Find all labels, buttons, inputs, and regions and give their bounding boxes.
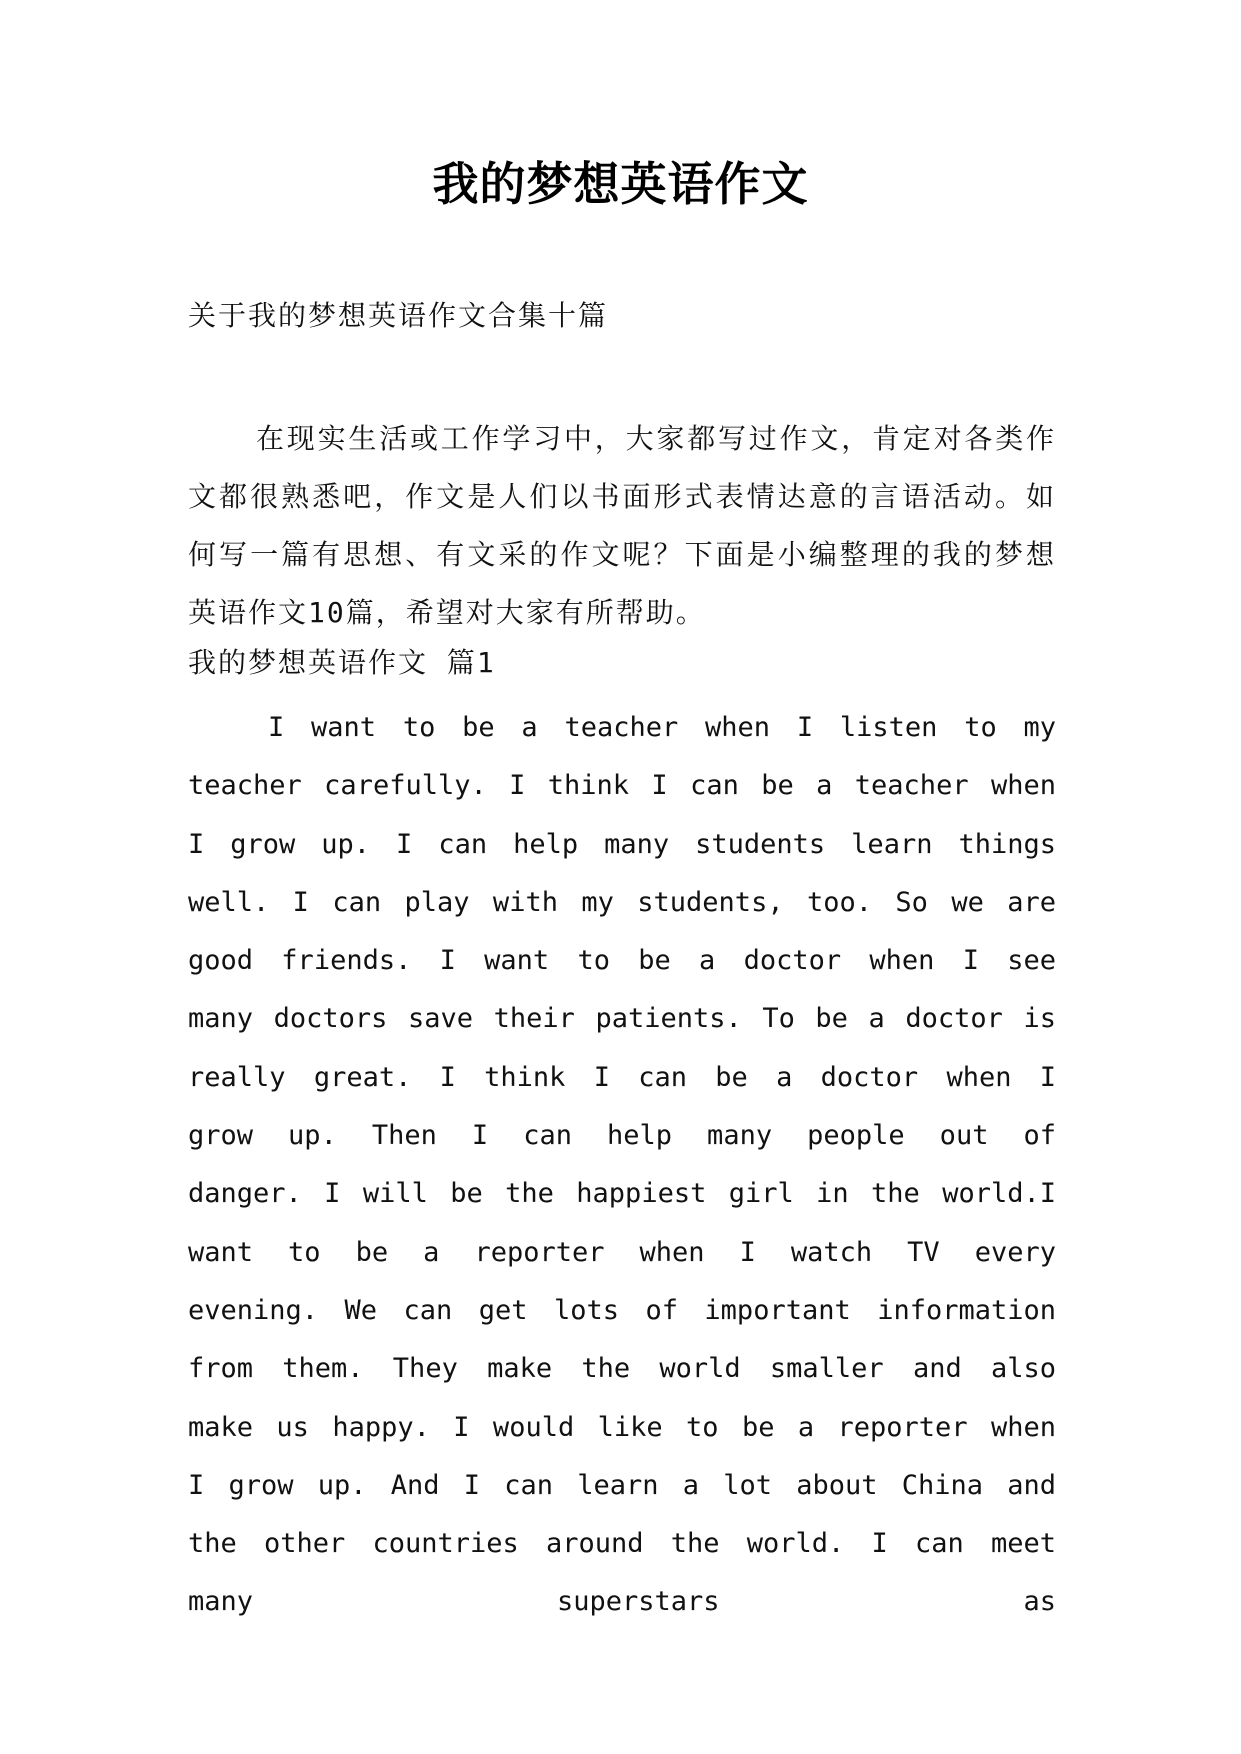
document-title: 我的梦想英语作文	[432, 157, 809, 211]
intro-paragraph: 在现实生活或工作学习中，大家都写过作文，肯定对各类作文都很熟悉吧，作文是人们以书面形式表情达意的言语活动。如何写一篇有思想、有文采的作文呢？下面是小编整理的我的梦想英语作文10篇，希望对大家有所帮助。	[188, 422, 1056, 629]
section-heading: 我的梦想英语作文 篇1	[188, 646, 496, 679]
document-subtitle: 关于我的梦想英语作文合集十篇	[188, 299, 609, 332]
essay-paragraph: I want to be a teacher when I listen to my teacher carefully. I think I can be a teacher when I grow up. I can help many students learn things well. I can play with my students, too. So we are good friends. I want to be a doctor when I see many doctors save their patients. To be a doctor is really great. I think I can be a doctor when I grow up. Then I can help many people out of danger. I will be the happiest girl in the world.I want to be a reporter when I watch TV every evening. We can get lots of important information from them. They make the world smaller and also make us happy. I would like to be a reporter when I grow up. And I can learn a lot about China and the other countries around the world. I can meet many superstars as	[188, 712, 1056, 1618]
